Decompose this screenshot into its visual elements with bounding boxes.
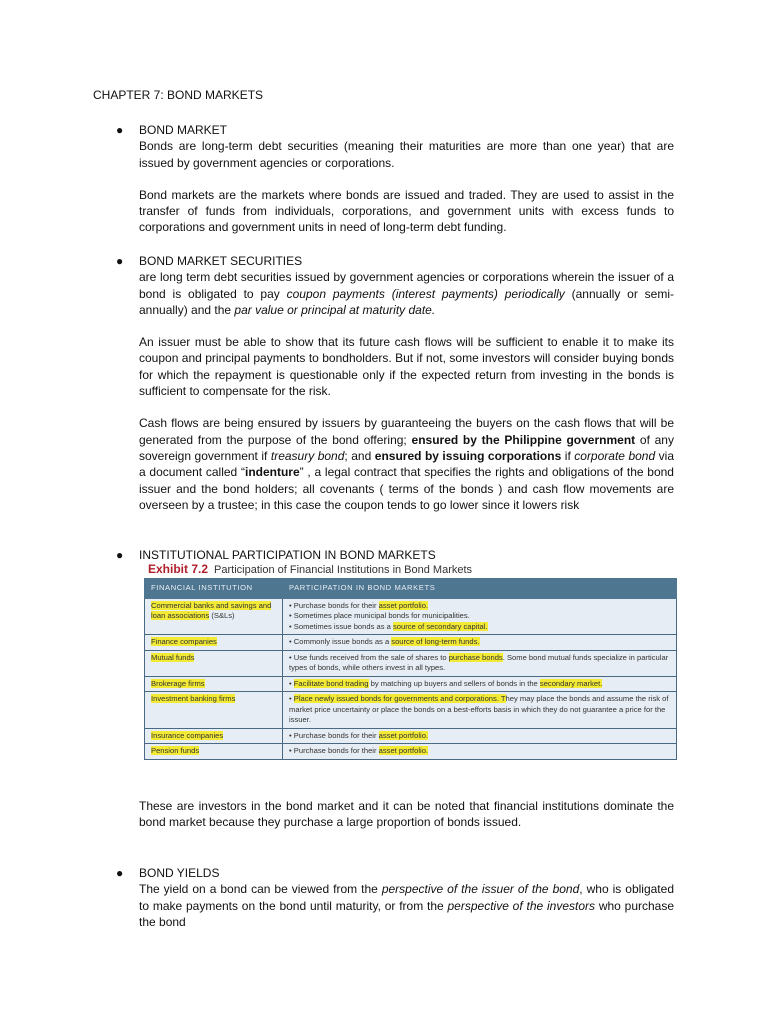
table-cell: • Purchase bonds for their asset portfolio. <box>283 744 677 760</box>
section-institutional-participation <box>116 547 674 563</box>
paragraph: An issuer must be able to show that its future cash flows will be sufficient to enable it to make its coupon and principal payments to bondholders. But if not, some investors will consider buying bonds for which the repayment is questionable only if the expected return from investing in the bonds is sufficient to compensate for the risk. <box>139 335 674 399</box>
table-cell: Mutual funds <box>145 650 283 676</box>
paragraph: Cash flows are being ensured by issuers by guaranteeing the buyers on the cash flows that will be generated from the purpose of the bond offering; ensured by the Philippine government of any sovereign government if treasury bond; and ensured by issuing corporations if corporate bond via a document called “indenture” , a legal contract that specifies the rights and obligations of the bond issuer and the bond holders; all covenants ( terms of the bonds ) and cash flow movements are overseen by a trustee; in this case the coupon tends to go lower since it lowers risk <box>139 416 674 512</box>
section-institutional-participation-note <box>116 798 674 831</box>
table-cell: • Purchase bonds for their asset portfolio. <box>283 728 677 744</box>
exhibit-table <box>144 578 677 760</box>
section-bond-market <box>116 122 674 236</box>
page-title: CHAPTER 7: BOND MARKETS <box>93 88 264 102</box>
table-row <box>145 676 677 692</box>
section-bond-yields <box>116 865 674 930</box>
exhibit-label: Exhibit 7.2 <box>148 562 209 576</box>
column-header: FINANCIAL INSTITUTION <box>145 579 283 599</box>
table-cell: Commercial banks and savings and loan associations (S&Ls) <box>145 598 283 635</box>
bullet-icon: ● <box>116 254 124 268</box>
table-row <box>145 692 677 729</box>
paragraph: are long term debt securities issued by government agencies or corporations wherein the issuer of a bond is obligated to pay coupon payments (interest payments) periodically (annually or semi-annually) and the par value or principal at maturity date. <box>139 270 674 317</box>
table-header-row <box>145 579 677 599</box>
exhibit-title <box>148 562 472 576</box>
section-heading: BOND MARKET <box>139 123 228 137</box>
exhibit-caption: Participation of Financial Institutions in Bond Markets <box>214 564 473 576</box>
section-heading: BOND MARKET SECURITIES <box>139 254 303 268</box>
table-cell: • Commonly issue bonds as a source of long-term funds. <box>283 635 677 651</box>
section-heading: INSTITUTIONAL PARTICIPATION IN BOND MARKETS <box>139 548 436 562</box>
table-cell: • Facilitate bond trading by matching up buyers and sellers of bonds in the secondary market. <box>283 676 677 692</box>
table-cell: • Purchase bonds for their asset portfolio. • Sometimes place municipal bonds for municipalities. • Sometimes issue bonds as a source of secondary capital. <box>283 598 677 635</box>
table-row <box>145 650 677 676</box>
section-heading: BOND YIELDS <box>139 866 220 880</box>
table-cell: Brokerage firms <box>145 676 283 692</box>
table-row <box>145 728 677 744</box>
paragraph: These are investors in the bond market and it can be noted that financial institutions dominate the bond market because they purchase a large proportion of bonds issued. <box>139 799 674 830</box>
paragraph: The yield on a bond can be viewed from the perspective of the issuer of the bond, who is obligated to make payments on the bond until maturity, or from the perspective of the investors who purchase the bond <box>139 882 675 929</box>
table-cell: Insurance companies <box>145 728 283 744</box>
paragraph: Bonds are long-term debt securities (meaning their maturities are more than one year) that are issued by government agencies or corporations. <box>139 139 674 170</box>
table-cell: Pension funds <box>145 744 283 760</box>
table-cell: • Use funds received from the sale of shares to purchase bonds. Some bond mutual funds specialize in particular types of bonds, while others invest in all types. <box>283 650 677 676</box>
table-row <box>145 598 677 635</box>
table-cell: Investment banking firms <box>145 692 283 729</box>
bullet-icon: ● <box>116 866 124 880</box>
table-cell: Finance companies <box>145 635 283 651</box>
table-row <box>145 635 677 651</box>
paragraph: Bond markets are the markets where bonds are issued and traded. They are used to assist in the transfer of funds from individuals, corporations, and government units with excess funds to corporations and government units in need of long-term debt funding. <box>139 187 674 235</box>
bullet-icon: ● <box>116 123 124 137</box>
bullet-icon: ● <box>116 548 124 562</box>
table-row <box>145 744 677 760</box>
column-header: PARTICIPATION IN BOND MARKETS <box>283 579 677 599</box>
table-cell: • Place newly issued bonds for governments and corporations. They may place the bonds and assume the risk of market price uncertainty or place the bonds on a best-efforts basis in which they do not guarantee a price for the issuer. <box>283 692 677 729</box>
section-bond-market-securities <box>116 253 674 513</box>
